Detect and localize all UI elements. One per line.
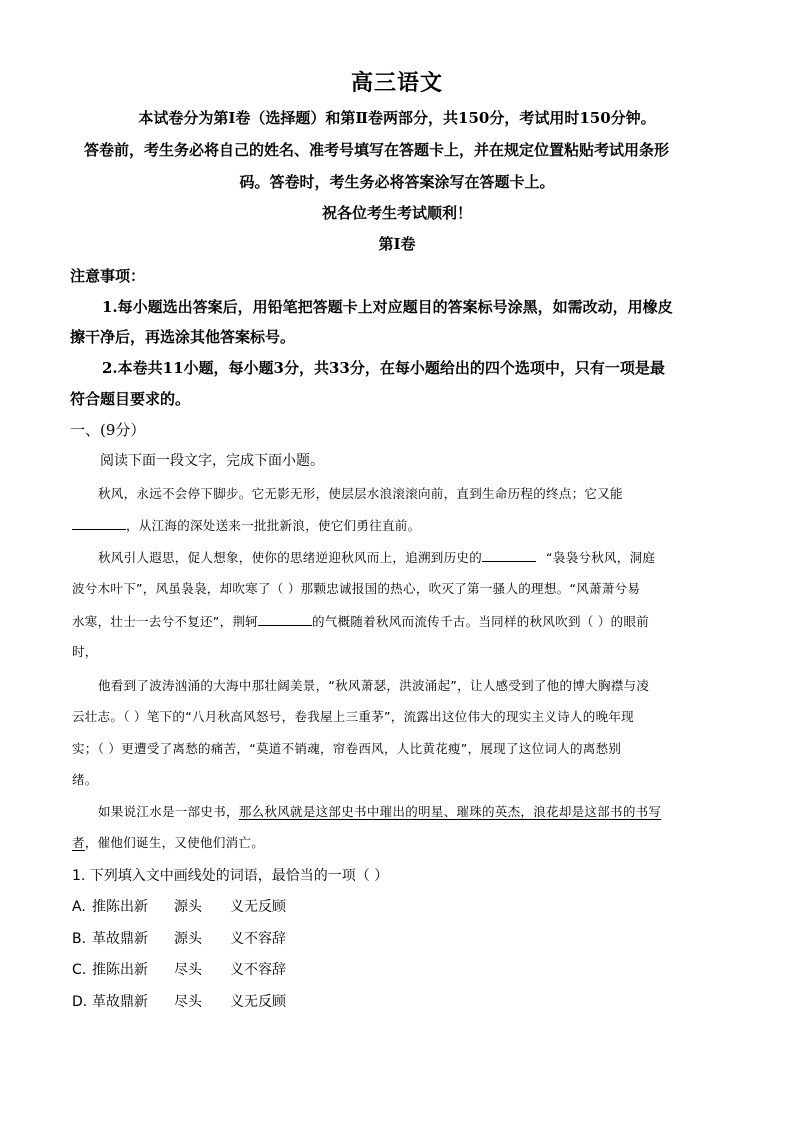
- header-line-3: 码。答卷时，考生务必将答案涂写在答题卡上。: [239, 173, 555, 191]
- passage-p3-line-d: 绪。: [72, 772, 98, 787]
- notes-heading: 注意事项：: [70, 267, 146, 285]
- option-a[interactable]: A. 推陈出新 源头 义无反顾: [72, 899, 286, 915]
- passage-p3-line-c: 实；（ ）更遭受了离愁的痛苦，“莫道不销魂，帘卷西风，人比黄花瘦”，展现了这位词人的离愁别: [72, 741, 622, 756]
- volume-heading: 第Ⅰ卷: [378, 235, 416, 253]
- page-title: 高三语文: [350, 70, 443, 96]
- fill-blank-3: [258, 612, 312, 626]
- header-line-1: 本试卷分为第Ⅰ卷（选择题）和第Ⅱ卷两部分，共150分，考试用时150分钟。: [138, 109, 656, 127]
- passage-p3-line-a: 他看到了波涛汹涌的大海中那壮阔美景，“秋风萧瑟，洪波涌起”，让人感受到了他的博大胸襟与凌: [98, 678, 650, 693]
- passage-p1-line-a: 秋风，永远不会停下脚步。它无影无形，使层层水浪滚滚向前，直到生命历程的终点；它又能: [98, 486, 623, 501]
- passage-p3-line-b: 云壮志。（ ）笔下的“八月秋高风怒号，卷我屋上三重茅”，流露出这位伟大的现实主义诗人的晚年现: [72, 709, 634, 724]
- passage-p1-line-b: ，从江海的深处送来一批批新浪，使它们勇往直前。: [72, 516, 420, 535]
- option-c[interactable]: C. 推陈出新 尽头 义不容辞: [72, 962, 286, 978]
- notes-item-2a: 2.本卷共11小题，每小题3分，共33分，在每小题给出的四个选项中，只有一项是最: [102, 359, 665, 377]
- option-b[interactable]: B. 革故鼎新 源头 义不容辞: [72, 931, 286, 947]
- header-line-2: 答卷前，考生务必将自己的姓名、准考号填写在答题卡上，并在规定位置粘贴考试用条形: [84, 141, 670, 159]
- notes-item-1a: 1.每小题选出答案后，用铅笔把答题卡上对应题目的答案标号涂黑，如需改动，用橡皮: [102, 298, 673, 316]
- notes-item-1b: 擦干净后，再选涂其他答案标号。: [70, 328, 296, 346]
- question-stem: 1. 下列填入文中画线处的词语，最恰当的一项（ ）: [72, 868, 389, 884]
- wish-line: 祝各位考生考试顺利！: [321, 204, 472, 222]
- option-d[interactable]: D. 革故鼎新 尽头 义无反顾: [72, 994, 286, 1010]
- section-instruction: 阅读下面一段文字，完成下面小题。: [100, 453, 324, 469]
- passage-p4-line-a: 如果说江水是一部史书，那么秋风就是这部史书中璀出的明星、璀珠的英杰，浪花却是这部书的书写: [98, 804, 662, 819]
- passage-p2-line-c: 水寒，壮士一去兮不复还”，荆轲 的气概随着秋风而流传千古。当同样的秋风吹到（ ）的眼前: [72, 614, 650, 629]
- fill-blank-2: [482, 548, 536, 562]
- fill-blank-1: [72, 516, 126, 530]
- notes-item-2b: 符合题目要求的。: [70, 390, 191, 408]
- underlined-sentence: 那么秋风就是这部史书中璀出的明星、璀珠的英杰，浪花却是这部书的书写: [238, 804, 662, 819]
- passage-p2-line-b: 波兮木叶下”，风虽袅袅，却吹寒了（ ）那颗忠诚报国的热心，吹灭了第一骚人的理想。“风萧萧兮易: [72, 581, 641, 596]
- section-heading: 一、(9分）: [70, 421, 146, 439]
- passage-p4-line-b: 者，催他们诞生，又使他们消亡。: [72, 835, 265, 850]
- passage-p2-line-a: 秋风引人遐思，促人想象，使你的思绪逆迎秋风而上，追溯到历史的 “袅袅兮秋风，洞庭: [98, 550, 656, 565]
- passage-p2-line-d: 时，: [72, 644, 98, 659]
